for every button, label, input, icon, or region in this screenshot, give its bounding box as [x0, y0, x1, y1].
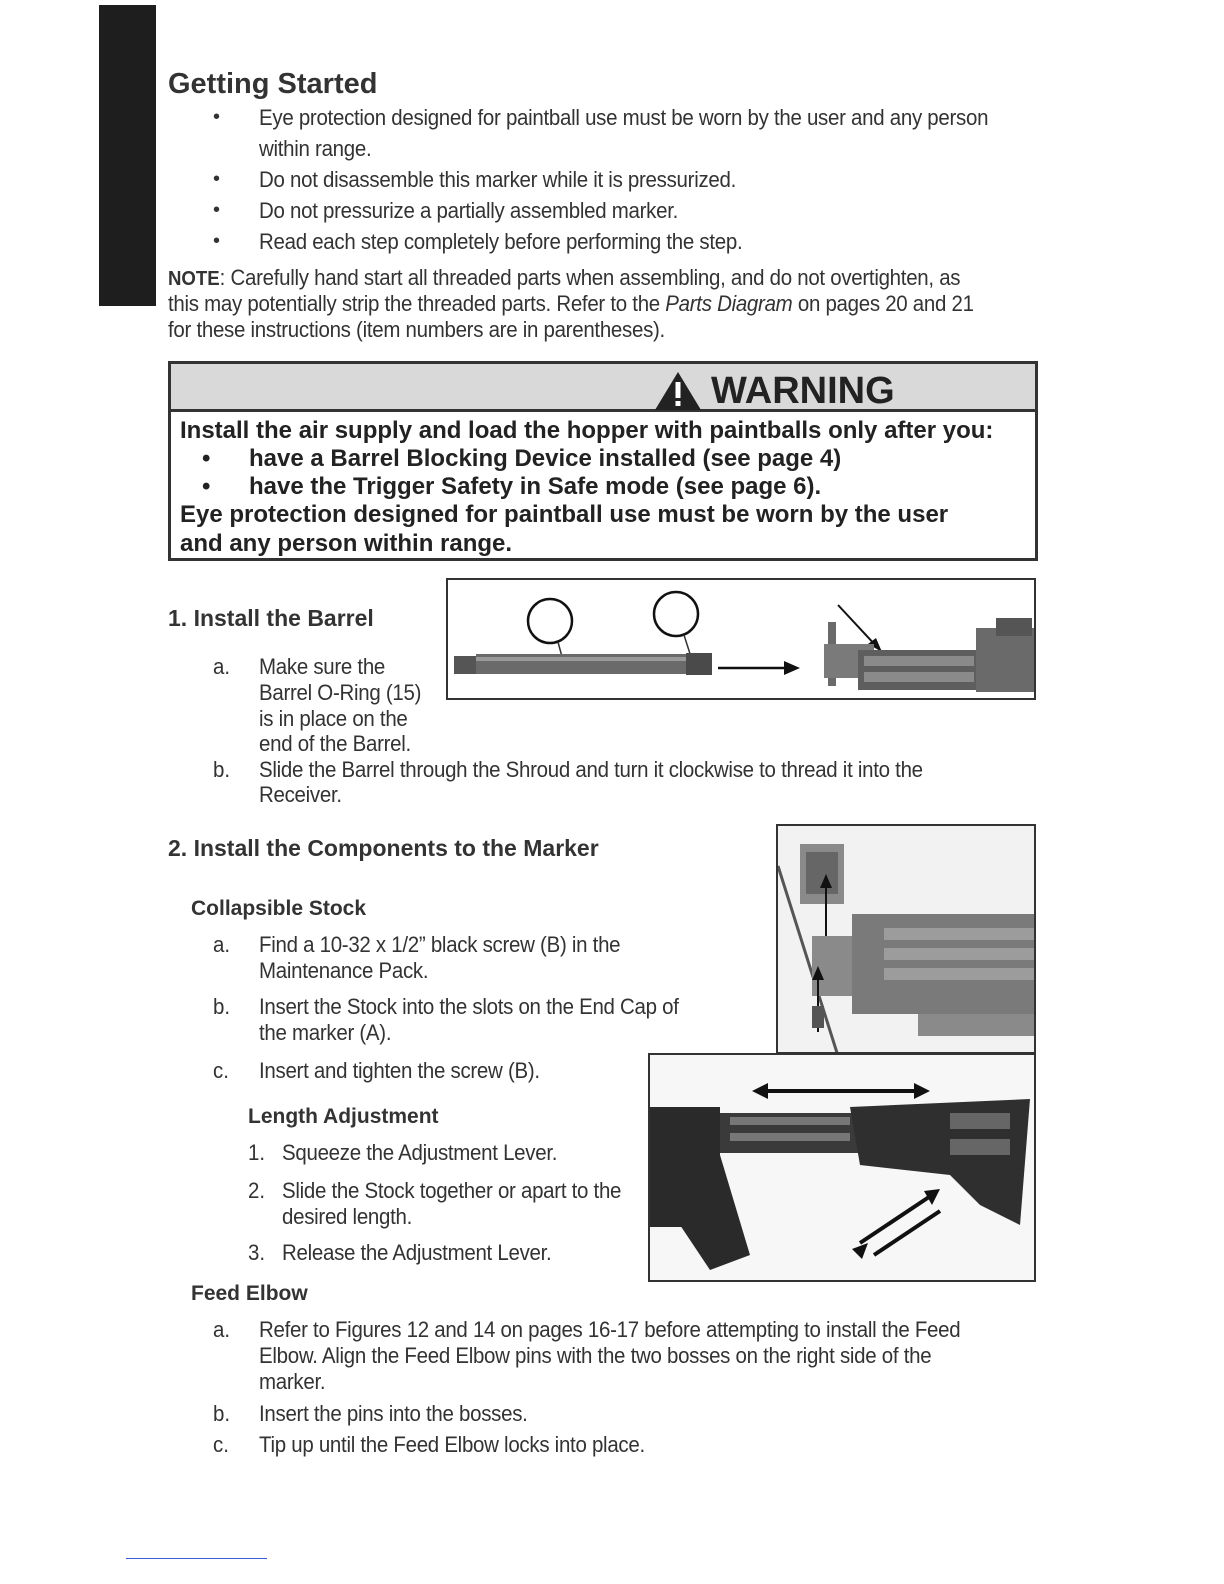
- feed-b-marker: b.: [213, 1401, 231, 1426]
- stock-b-line1: Insert the Stock into the slots on the End Cap of: [259, 994, 679, 1019]
- note-line-3: for these instructions (item numbers are in parentheses).: [168, 317, 665, 342]
- step1-a-line3: is in place on the: [259, 706, 408, 731]
- feed-c-marker: c.: [213, 1432, 229, 1457]
- stock-a-line2: Maintenance Pack.: [259, 958, 429, 983]
- warning-item-1: have a Barrel Blocking Device installed (see page 4): [249, 445, 842, 472]
- bullet-glyph: •: [213, 168, 221, 190]
- step1-b-marker: b.: [213, 757, 231, 782]
- warning-closing-line1: Eye protection designed for paintball use must be worn by the user: [180, 501, 949, 528]
- stock-title: Collapsible Stock: [191, 897, 367, 920]
- parts-diagram-ref: Parts Diagram: [665, 291, 793, 316]
- stock-c-marker: c.: [213, 1058, 229, 1083]
- feed-a-line1: Refer to Figures 12 and 14 on pages 16-17 before attempting to install the Feed: [259, 1317, 961, 1342]
- step1-a-line4: end of the Barrel.: [259, 731, 411, 756]
- step1-b-line1: Slide the Barrel through the Shroud and turn it clockwise to thread it into the: [259, 757, 923, 782]
- length-step2-line1: Slide the Stock together or apart to the: [282, 1178, 622, 1203]
- step2-title: 2. Install the Components to the Marker: [168, 835, 599, 861]
- note-line-2: [168, 291, 974, 317]
- bullet-1-line1: Eye protection designed for paintball use must be worn by the user and any person: [259, 105, 989, 130]
- step1-b-line2: Receiver.: [259, 782, 342, 807]
- bullet-3: Do not pressurize a partially assembled marker.: [259, 198, 679, 223]
- stock-illustration: [778, 826, 1036, 1054]
- step1-a-line1: Make sure the: [259, 654, 386, 679]
- length-step1-marker: 1.: [248, 1140, 266, 1165]
- length-step3-marker: 3.: [248, 1240, 266, 1265]
- note-line1-text: : Carefully hand start all threaded parts when assembling, and do not overtighten, as: [219, 265, 961, 290]
- feed-a-marker: a.: [213, 1317, 231, 1342]
- warning-closing-line2: and any person within range.: [180, 530, 513, 557]
- warning-triangle-icon: [653, 370, 703, 412]
- length-step2-line2: desired length.: [282, 1204, 413, 1229]
- footer-rule: [126, 1558, 267, 1559]
- section-tab-bar: [99, 5, 156, 306]
- note-line2-a: this may potentially strip the threaded parts. Refer to the: [168, 291, 666, 316]
- feed-c-line1: Tip up until the Feed Elbow locks into place.: [259, 1432, 645, 1457]
- page-title: Getting Started: [168, 68, 378, 100]
- bullet-2: Do not disassemble this marker while it is pressurized.: [259, 167, 737, 192]
- barrel-figure: [446, 578, 1036, 700]
- feed-a-line2: Elbow. Align the Feed Elbow pins with the two bosses on the right side of the: [259, 1343, 932, 1368]
- feed-a-line3: marker.: [259, 1369, 326, 1394]
- warning-box: [168, 361, 1038, 561]
- stock-a-line1: Find a 10-32 x 1/2” black screw (B) in the: [259, 932, 621, 957]
- stock-figure: [776, 824, 1036, 1054]
- length-adjust-title: Length Adjustment: [248, 1105, 439, 1128]
- warning-intro: Install the air supply and load the hopper with paintballs only after you:: [180, 417, 994, 444]
- step1-a-marker: a.: [213, 654, 231, 679]
- length-adjust-figure: [648, 1053, 1036, 1282]
- length-step2-marker: 2.: [248, 1178, 266, 1203]
- stock-b-marker: b.: [213, 994, 231, 1019]
- stock-a-marker: a.: [213, 932, 231, 957]
- stock-c-line1: Insert and tighten the screw (B).: [259, 1058, 540, 1083]
- feed-b-line1: Insert the pins into the bosses.: [259, 1401, 528, 1426]
- stock-b-line2: the marker (A).: [259, 1020, 392, 1045]
- step1-a-line2: Barrel O-Ring (15): [259, 680, 422, 705]
- feed-elbow-title: Feed Elbow: [191, 1282, 308, 1305]
- length-adjust-illustration: [650, 1055, 1036, 1282]
- bullet-glyph: •: [213, 199, 221, 221]
- warning-title: WARNING: [711, 370, 895, 412]
- bullet-4: Read each step completely before performing the step.: [259, 229, 743, 254]
- bullet-1-line2: within range.: [259, 136, 372, 161]
- step1-title: 1. Install the Barrel: [168, 605, 374, 631]
- bullet-glyph: •: [213, 230, 221, 252]
- bullet-glyph: •: [202, 473, 211, 500]
- note-line-1: [168, 265, 960, 292]
- warning-header: [171, 364, 1035, 412]
- length-step3-line1: Release the Adjustment Lever.: [282, 1240, 552, 1265]
- warning-item-2: have the Trigger Safety in Safe mode (see page 6).: [249, 473, 822, 500]
- note-label: NOTE: [168, 268, 220, 290]
- length-step1-line1: Squeeze the Adjustment Lever.: [282, 1140, 558, 1165]
- bullet-glyph: •: [213, 106, 221, 128]
- bullet-glyph: •: [202, 445, 211, 472]
- barrel-illustration: [448, 580, 1036, 700]
- note-line2-b: on pages 20 and 21: [792, 291, 974, 316]
